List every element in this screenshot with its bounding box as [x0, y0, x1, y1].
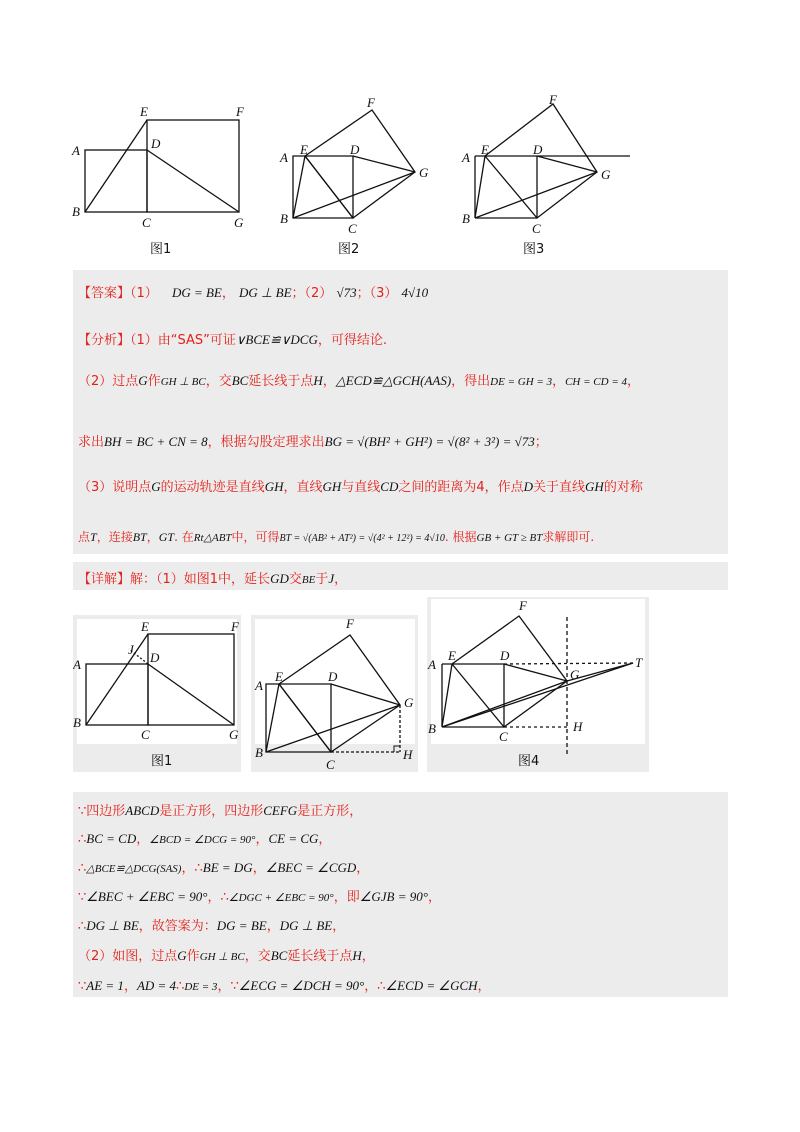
svg-text:A: A	[73, 657, 81, 672]
point-e: E	[140, 104, 148, 119]
point-d-3: D	[533, 142, 543, 157]
svg-text:F: F	[346, 616, 354, 631]
point-c-3: C	[532, 221, 541, 236]
svg-text:B: B	[428, 721, 436, 736]
point-a: A	[72, 143, 80, 158]
analysis-line-2: （2）过点G作GH ⊥ BC，交BC延长线于点H，△ECD≌△GCH(AAS)，得出DE = GH = 3，CH = CD = 4，	[78, 373, 641, 389]
svg-text:B: B	[73, 715, 81, 730]
svg-text:G: G	[229, 727, 239, 742]
svg-text:H: H	[403, 747, 413, 762]
point-b-2: B	[280, 211, 288, 226]
point-c-2: C	[348, 221, 357, 236]
point-f: F	[236, 104, 244, 119]
answer-4: 4√10	[401, 285, 429, 300]
svg-text:D: D	[150, 650, 160, 665]
svg-text:C: C	[141, 727, 150, 742]
figure-3-top	[475, 104, 630, 218]
svg-text:D: D	[328, 669, 338, 684]
answer-1: DG = BE	[171, 285, 222, 300]
answer-line: 【答案】（1） DG = BE， DG ⊥ BE；（2） √73；（3） 4√10	[78, 285, 429, 301]
figure-1-caption: 图1	[150, 242, 172, 257]
svg-text:J: J	[128, 642, 134, 657]
svg-text:C: C	[499, 729, 508, 744]
point-d: D	[151, 136, 161, 151]
point-f-3: F	[549, 92, 557, 107]
svg-text:B: B	[255, 745, 263, 760]
point-e-2: E	[300, 142, 308, 157]
point-b-3: B	[462, 211, 470, 226]
answer-analysis-panel	[73, 270, 728, 554]
svg-text:G: G	[570, 667, 580, 682]
proof-line-7: ∵AE = 1，AD = 4∴DE = 3，∵∠ECG = ∠DCH = 90°，∴∠ECD = ∠GCH，	[78, 978, 491, 994]
figure-3-caption: 图3	[523, 242, 545, 257]
figure-1-top	[85, 120, 239, 212]
proof-line-3: ∴△BCE≌△DCG(SAS)，∴BE = DG，∠BEC = ∠CGD，	[78, 860, 370, 876]
analysis-line-1: 【分析】（1）由“SAS”可证∨BCE≌∨DCG，可得结论.	[78, 332, 387, 348]
point-a-3: A	[462, 150, 470, 165]
svg-text:F: F	[519, 598, 527, 613]
figure-1-detail-caption: 图1	[151, 754, 173, 769]
point-f-2: F	[367, 95, 375, 110]
svg-text:G: G	[404, 695, 414, 710]
top-figures	[60, 90, 660, 265]
point-g-2: G	[419, 165, 429, 180]
answer-2: DG ⊥ BE	[239, 285, 292, 300]
svg-text:A: A	[255, 678, 263, 693]
svg-text:H: H	[573, 719, 583, 734]
proof-line-6: （2）如图，过点G作GH ⊥ BC，交BC延长线于点H，	[78, 948, 375, 964]
point-g-3: G	[601, 167, 611, 182]
proof-line-5: ∴DG ⊥ BE，故答案为：DG = BE，DG ⊥ BE，	[78, 918, 346, 934]
point-b: B	[72, 204, 80, 219]
analysis-line-4: （3）说明点G的运动轨迹是直线GH，直线GH与直线CD之间的距离为4，作点D关于直线GH的对称	[78, 479, 643, 495]
middle-figures	[73, 597, 653, 777]
figure-2-top	[293, 110, 415, 218]
figure-2-caption: 图2	[338, 242, 360, 257]
svg-text:E: E	[141, 619, 149, 634]
proof-line-2: ∴BC = CD，∠BCD = ∠DCG = 90°，CE = CG，	[78, 831, 332, 847]
answer-tag: 【答案】	[78, 286, 131, 301]
svg-text:E: E	[275, 669, 283, 684]
analysis-tag: 【分析】	[78, 333, 131, 348]
analysis-line-5: 点T，连接BT，GT. 在Rt△ABT中，可得BT = √(AB² + AT²) = √(4² + 12²) = 4√10. 根据GB + GT ≥ BT求解即可.	[78, 530, 595, 544]
detail-tag: 【详解】	[78, 572, 131, 587]
point-c: C	[142, 215, 151, 230]
svg-text:C: C	[326, 757, 335, 772]
svg-text:D: D	[500, 648, 510, 663]
point-e-3: E	[481, 142, 489, 157]
svg-text:T: T	[635, 655, 643, 670]
svg-text:F: F	[231, 619, 239, 634]
svg-text:A: A	[428, 657, 436, 672]
detail-line-1: 【详解】解：（1）如图1中，延长GD交BE于J，	[78, 571, 348, 587]
proof-line-4: ∵∠BEC + ∠EBC = 90°，∴∠DGC + ∠EBC = 90°，即∠GJB = 90°，	[78, 889, 441, 905]
answer-3: √73	[336, 285, 357, 300]
point-g: G	[234, 215, 244, 230]
svg-text:E: E	[448, 648, 456, 663]
point-a-2: A	[280, 150, 288, 165]
analysis-line-3: 求出BH = BC + CN = 8，根据勾股定理求出BG = √(BH² + GH²) = √(8² + 3²) = √73；	[78, 434, 548, 450]
proof-line-1: ∵四边形ABCD是正方形，四边形CEFG是正方形，	[78, 803, 363, 819]
figure-4-caption: 图4	[518, 754, 540, 769]
point-d-2: D	[350, 142, 360, 157]
